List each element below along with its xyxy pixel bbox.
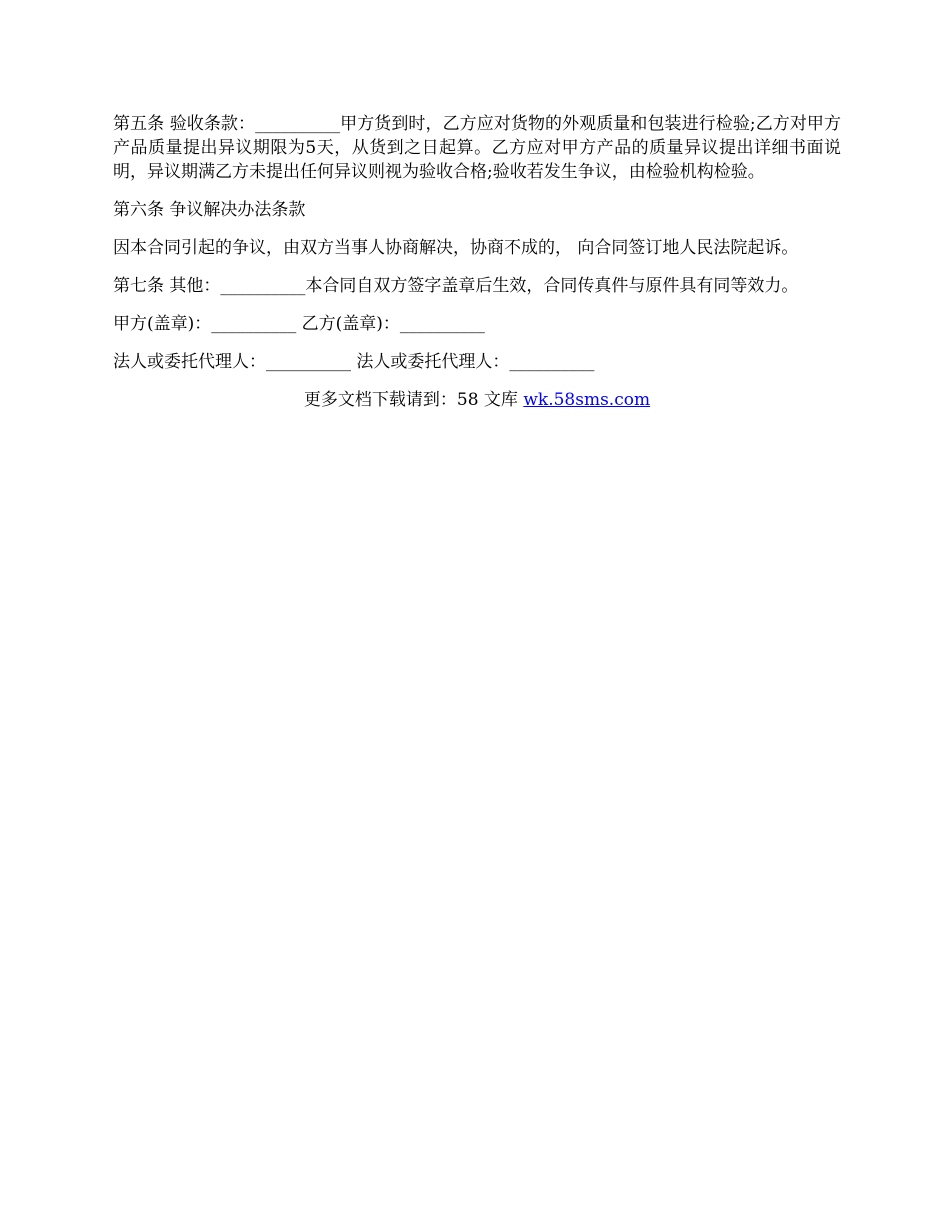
article-7-other: 第七条 其他：__________本合同自双方签字盖章后生效，合同传真件与原件具有同等效力。 (113, 276, 799, 296)
article-6-dispute-resolution: 因本合同引起的争议，由双方当事人协商解决，协商不成的， 向合同签订地人民法院起诉。 (113, 238, 799, 258)
footer-prefix: 更多文档下载请到：58 文库 (303, 390, 524, 410)
article-6-heading: 第六条 争议解决办法条款 (113, 200, 306, 220)
footer-website-link[interactable]: wk.58sms.com (523, 390, 651, 410)
seal-signature-line: 甲方(盖章)：__________ 乙方(盖章)：__________ (113, 314, 485, 334)
document-page (113, 112, 841, 412)
legal-agent-line: 法人或委托代理人：__________ 法人或委托代理人：__________ (113, 352, 595, 372)
article-5-acceptance-clause: 第五条 验收条款：__________甲方货到时，乙方应对货物的外观质量和包装进行检验;乙方对甲方产品质量提出异议期限为5天，从货到之日起算。乙方应对甲方产品的质量异议提出详细书面说明，异议期满乙方未提出任何异议则视为验收合格;验收若发生争议，由检验机构检验。 (113, 114, 841, 182)
download-footer (113, 388, 841, 412)
